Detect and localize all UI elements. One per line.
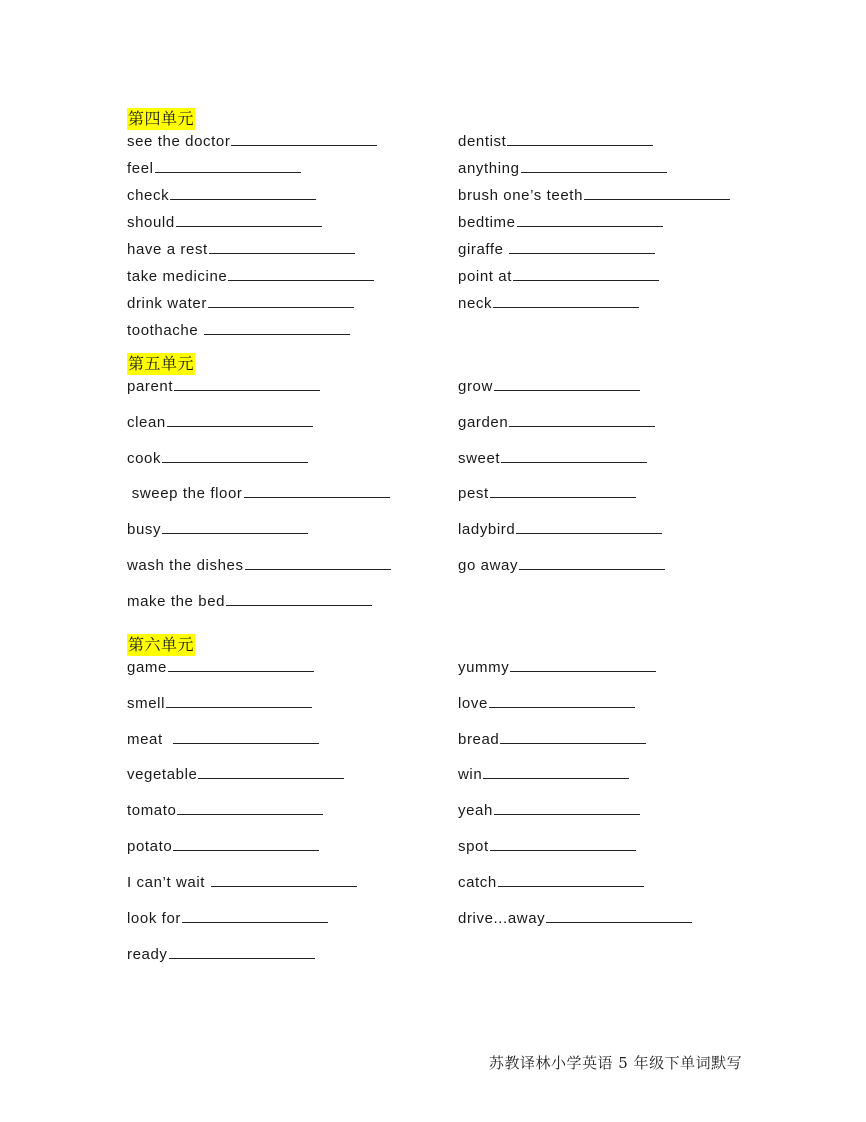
answer-blank[interactable] [510, 657, 656, 672]
word-item [458, 412, 655, 433]
answer-blank[interactable] [517, 212, 663, 227]
answer-blank[interactable] [516, 519, 662, 534]
word-label: smell [127, 695, 166, 712]
word-item [458, 266, 659, 287]
word-item [127, 555, 391, 576]
answer-blank[interactable] [546, 908, 692, 923]
word-label: drink water [127, 295, 207, 312]
word-label: sweet [458, 450, 501, 467]
word-label: win [458, 766, 483, 783]
word-label: make the bed [127, 593, 226, 610]
word-label: brush one’s teeth [458, 187, 584, 204]
word-item [127, 944, 315, 965]
word-label: go away [458, 557, 519, 574]
answer-blank[interactable] [513, 266, 659, 281]
word-item [127, 657, 314, 678]
answer-blank[interactable] [483, 764, 629, 779]
word-item [127, 872, 357, 893]
word-label: busy [127, 521, 162, 538]
word-label: catch [458, 874, 497, 891]
word-item [458, 239, 655, 260]
answer-blank[interactable] [584, 185, 730, 200]
unit5-heading: 第五单元 [128, 354, 195, 373]
word-label: cook [127, 450, 162, 467]
word-item [458, 908, 692, 929]
word-label: yeah [458, 802, 493, 819]
answer-blank[interactable] [167, 412, 313, 427]
answer-blank[interactable] [228, 266, 374, 281]
word-item [127, 519, 308, 540]
word-label: toothache [127, 322, 204, 339]
word-label: take medicine [127, 268, 228, 285]
answer-blank[interactable] [509, 412, 655, 427]
word-item [458, 158, 667, 179]
word-label: sweep the floor [127, 485, 243, 502]
answer-blank[interactable] [176, 212, 322, 227]
answer-blank[interactable] [494, 376, 640, 391]
word-label: giraffe [458, 241, 509, 258]
word-label: point at [458, 268, 513, 285]
word-item [127, 212, 322, 233]
word-item [458, 519, 662, 540]
word-label: bread [458, 731, 500, 748]
word-item [127, 376, 320, 397]
word-label: dentist [458, 133, 507, 150]
answer-blank[interactable] [507, 131, 653, 146]
word-item [458, 185, 730, 206]
answer-blank[interactable] [182, 908, 328, 923]
word-item [127, 483, 390, 504]
answer-blank[interactable] [509, 239, 655, 254]
word-label: neck [458, 295, 493, 312]
word-label: yummy [458, 659, 510, 676]
answer-blank[interactable] [209, 239, 355, 254]
word-label: meat [127, 731, 173, 748]
word-item [458, 448, 647, 469]
answer-blank[interactable] [245, 555, 391, 570]
word-label: love [458, 695, 488, 712]
word-label: ready [127, 946, 168, 963]
word-label: parent [127, 378, 174, 395]
word-item [127, 800, 323, 821]
word-item [458, 483, 636, 504]
word-item [127, 131, 377, 152]
answer-blank[interactable] [177, 800, 323, 815]
word-item [127, 591, 372, 612]
answer-blank[interactable] [211, 872, 357, 887]
answer-blank[interactable] [162, 519, 308, 534]
word-item [127, 764, 344, 785]
word-item [458, 693, 635, 714]
answer-blank[interactable] [490, 483, 636, 498]
word-label: drive...away [458, 910, 546, 927]
word-item [127, 293, 354, 314]
word-item [127, 729, 319, 750]
word-label: ladybird [458, 521, 516, 538]
unit6-heading: 第六单元 [128, 635, 195, 654]
word-label: I can’t wait [127, 874, 210, 891]
answer-blank[interactable] [244, 483, 390, 498]
word-label: potato [127, 838, 173, 855]
answer-blank[interactable] [500, 729, 646, 744]
word-item [127, 158, 301, 179]
answer-blank[interactable] [166, 693, 312, 708]
word-item [458, 376, 640, 397]
answer-blank[interactable] [173, 836, 319, 851]
word-label: should [127, 214, 175, 231]
answer-blank[interactable] [170, 185, 316, 200]
answer-blank[interactable] [489, 693, 635, 708]
answer-blank[interactable] [162, 448, 308, 463]
answer-blank[interactable] [168, 657, 314, 672]
answer-blank[interactable] [490, 836, 636, 851]
answer-blank[interactable] [501, 448, 647, 463]
word-label: check [127, 187, 170, 204]
word-label: anything [458, 160, 520, 177]
answer-blank[interactable] [494, 800, 640, 815]
answer-blank[interactable] [208, 293, 354, 308]
word-item [127, 448, 308, 469]
answer-blank[interactable] [498, 872, 644, 887]
answer-blank[interactable] [174, 376, 320, 391]
word-item [458, 212, 663, 233]
word-label: feel [127, 160, 154, 177]
word-item [127, 836, 319, 857]
word-item [458, 293, 639, 314]
word-item [458, 131, 653, 152]
page-footer: 苏教译林小学英语 5 年级下单词默写 [489, 1054, 743, 1072]
answer-blank[interactable] [155, 158, 301, 173]
word-label: clean [127, 414, 166, 431]
answer-blank[interactable] [204, 320, 350, 335]
answer-blank[interactable] [226, 591, 372, 606]
word-label: look for [127, 910, 181, 927]
word-item [458, 555, 665, 576]
answer-blank[interactable] [519, 555, 665, 570]
word-label: tomato [127, 802, 177, 819]
word-label: vegetable [127, 766, 198, 783]
unit4-heading: 第四单元 [128, 109, 195, 128]
answer-blank[interactable] [173, 729, 319, 744]
answer-blank[interactable] [231, 131, 377, 146]
word-item [458, 800, 640, 821]
word-item [458, 836, 636, 857]
word-item [458, 729, 646, 750]
word-item [127, 239, 355, 260]
word-label: grow [458, 378, 493, 395]
answer-blank[interactable] [493, 293, 639, 308]
word-label: game [127, 659, 167, 676]
word-item [127, 266, 374, 287]
word-item [127, 412, 313, 433]
word-label: wash the dishes [127, 557, 244, 574]
word-label: see the doctor [127, 133, 231, 150]
word-label: pest [458, 485, 489, 502]
word-item [127, 693, 312, 714]
answer-blank[interactable] [198, 764, 344, 779]
answer-blank[interactable] [169, 944, 315, 959]
word-item [127, 185, 316, 206]
word-item [458, 657, 656, 678]
word-label: garden [458, 414, 509, 431]
answer-blank[interactable] [521, 158, 667, 173]
word-item [458, 764, 629, 785]
word-label: bedtime [458, 214, 516, 231]
word-item [458, 872, 644, 893]
word-label: have a rest [127, 241, 208, 258]
word-item [127, 320, 350, 341]
word-label: spot [458, 838, 489, 855]
word-item [127, 908, 328, 929]
